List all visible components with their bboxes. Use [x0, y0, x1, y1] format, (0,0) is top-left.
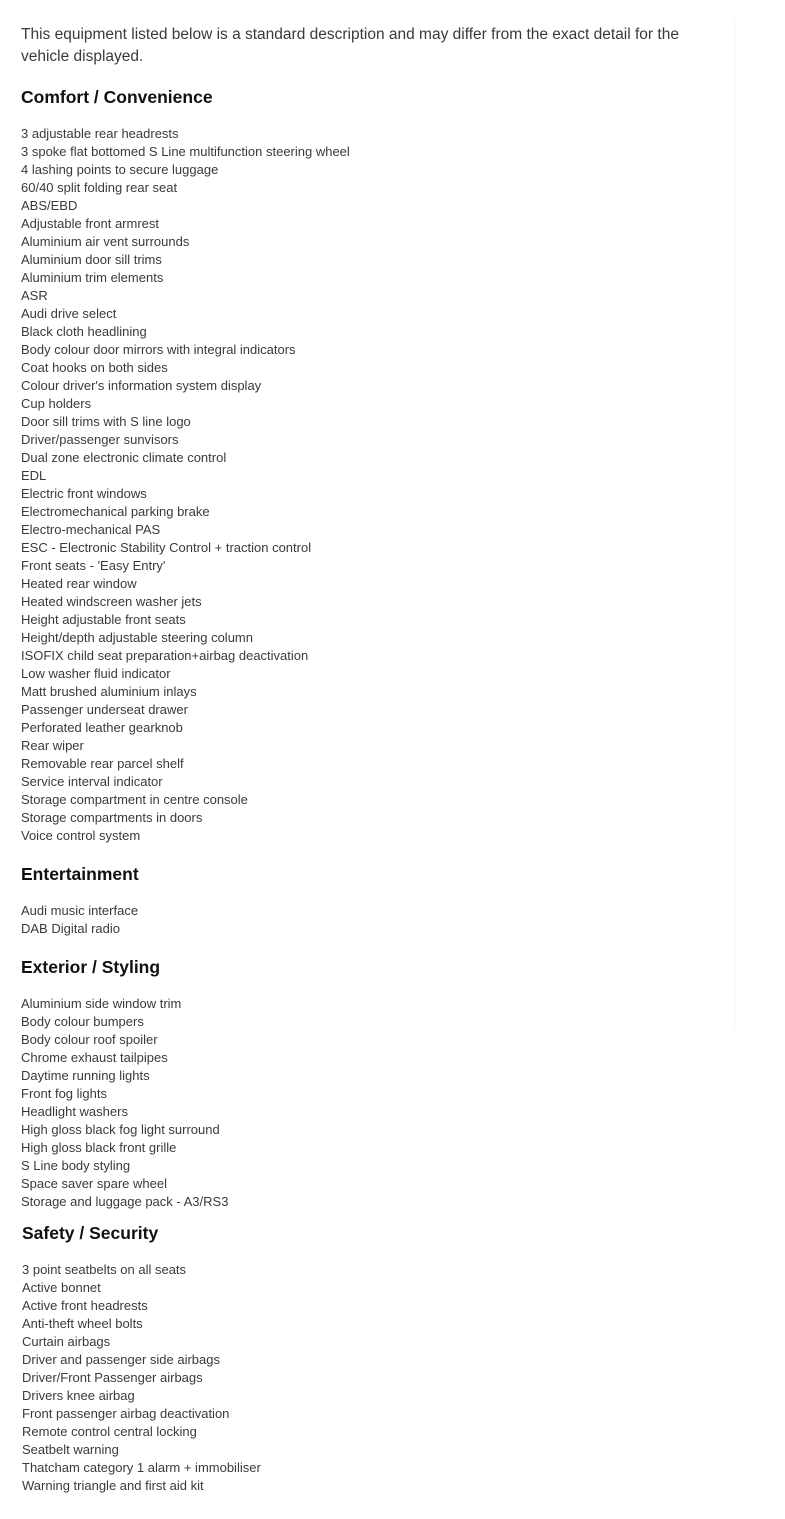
content-edge-divider [734, 20, 735, 1030]
list-item: Aluminium air vent surrounds [21, 234, 190, 249]
list-item: Storage compartments in doors [21, 810, 203, 825]
list-item: Colour driver's information system display [21, 378, 262, 393]
list-item: Driver/Front Passenger airbags [22, 1370, 203, 1385]
list-item: Service interval indicator [21, 774, 163, 789]
list-item: Matt brushed aluminium inlays [21, 684, 197, 699]
list-item: Active front headrests [22, 1298, 148, 1313]
equipment-items [21, 995, 721, 1211]
list-item: Voice control system [21, 828, 141, 843]
list-item: Chrome exhaust tailpipes [21, 1050, 168, 1065]
list-item: Anti-theft wheel bolts [22, 1316, 143, 1331]
list-item: S Line body styling [21, 1158, 131, 1173]
list-item: ASR [21, 288, 48, 303]
list-item: Storage and luggage pack - A3/RS3 [21, 1194, 229, 1209]
list-item: Front passenger airbag deactivation [22, 1406, 230, 1421]
list-item: Audi drive select [21, 306, 117, 321]
list-item: Electro-mechanical PAS [21, 522, 161, 537]
list-item: Aluminium side window trim [21, 996, 182, 1011]
section-heading: Safety / Security [22, 1223, 159, 1243]
list-item: Electric front windows [21, 486, 147, 501]
list-item: Drivers knee airbag [22, 1388, 135, 1403]
section-heading: Comfort / Convenience [21, 87, 213, 107]
equipment-items [22, 1261, 721, 1495]
list-item: High gloss black fog light surround [21, 1122, 220, 1137]
list-item: DAB Digital radio [21, 921, 120, 936]
list-item: EDL [21, 468, 47, 483]
list-item: Curtain airbags [22, 1334, 111, 1349]
list-item: Low washer fluid indicator [21, 666, 171, 681]
section-exterior-styling [21, 955, 721, 1211]
list-item: Cup holders [21, 396, 92, 411]
list-item: Passenger underseat drawer [21, 702, 188, 717]
list-item: Seatbelt warning [22, 1442, 119, 1457]
list-item: Driver/passenger sunvisors [21, 432, 179, 447]
list-item: Aluminium trim elements [21, 270, 164, 285]
list-item: High gloss black front grille [21, 1140, 177, 1155]
list-item: Height/depth adjustable steering column [21, 630, 253, 645]
list-item: Audi music interface [21, 903, 139, 918]
section-safety-security [21, 1221, 721, 1495]
list-item: Perforated leather gearknob [21, 720, 183, 735]
equipment-items [21, 902, 721, 938]
list-item: Warning triangle and first aid kit [22, 1478, 204, 1493]
list-item: Black cloth headlining [21, 324, 147, 339]
list-item: Aluminium door sill trims [21, 252, 162, 267]
equipment-items [21, 125, 721, 845]
list-item: Driver and passenger side airbags [22, 1352, 220, 1367]
list-item: Heated rear window [21, 576, 137, 591]
list-item: 60/40 split folding rear seat [21, 180, 178, 195]
section-heading: Entertainment [21, 864, 139, 884]
list-item: Space saver spare wheel [21, 1176, 167, 1191]
list-item: Headlight washers [21, 1104, 128, 1119]
list-item: Active bonnet [22, 1280, 101, 1295]
list-item: 4 lashing points to secure luggage [21, 162, 219, 177]
list-item: Body colour door mirrors with integral indicators [21, 342, 296, 357]
section-comfort-convenience [21, 85, 721, 845]
list-item: Door sill trims with S line logo [21, 414, 191, 429]
list-item: Remote control central locking [22, 1424, 197, 1439]
list-item: Electromechanical parking brake [21, 504, 210, 519]
equipment-sections [21, 85, 721, 1495]
intro-disclaimer: This equipment listed below is a standard description and may differ from the exact detail for the vehicle displayed. [21, 26, 679, 65]
list-item: Thatcham category 1 alarm + immobiliser [22, 1460, 261, 1475]
list-item: Height adjustable front seats [21, 612, 186, 627]
list-item: Adjustable front armrest [21, 216, 160, 231]
list-item: Heated windscreen washer jets [21, 594, 202, 609]
list-item: Removable rear parcel shelf [21, 756, 184, 771]
list-item: ABS/EBD [21, 198, 78, 213]
list-item: Coat hooks on both sides [21, 360, 168, 375]
section-heading: Exterior / Styling [21, 957, 161, 977]
list-item: ESC - Electronic Stability Control + traction control [21, 540, 312, 555]
list-item: 3 spoke flat bottomed S Line multifunction steering wheel [21, 144, 350, 159]
list-item: Body colour roof spoiler [21, 1032, 158, 1047]
section-entertainment [21, 862, 721, 938]
list-item: Rear wiper [21, 738, 84, 753]
equipment-list [21, 24, 721, 1495]
list-item: Front seats - 'Easy Entry' [21, 558, 166, 573]
list-item: Body colour bumpers [21, 1014, 144, 1029]
list-item: ISOFIX child seat preparation+airbag deactivation [21, 648, 309, 663]
list-item: 3 adjustable rear headrests [21, 126, 179, 141]
list-item: Daytime running lights [21, 1068, 150, 1083]
list-item: 3 point seatbelts on all seats [22, 1262, 187, 1277]
list-item: Front fog lights [21, 1086, 107, 1101]
list-item: Dual zone electronic climate control [21, 450, 227, 465]
list-item: Storage compartment in centre console [21, 792, 248, 807]
